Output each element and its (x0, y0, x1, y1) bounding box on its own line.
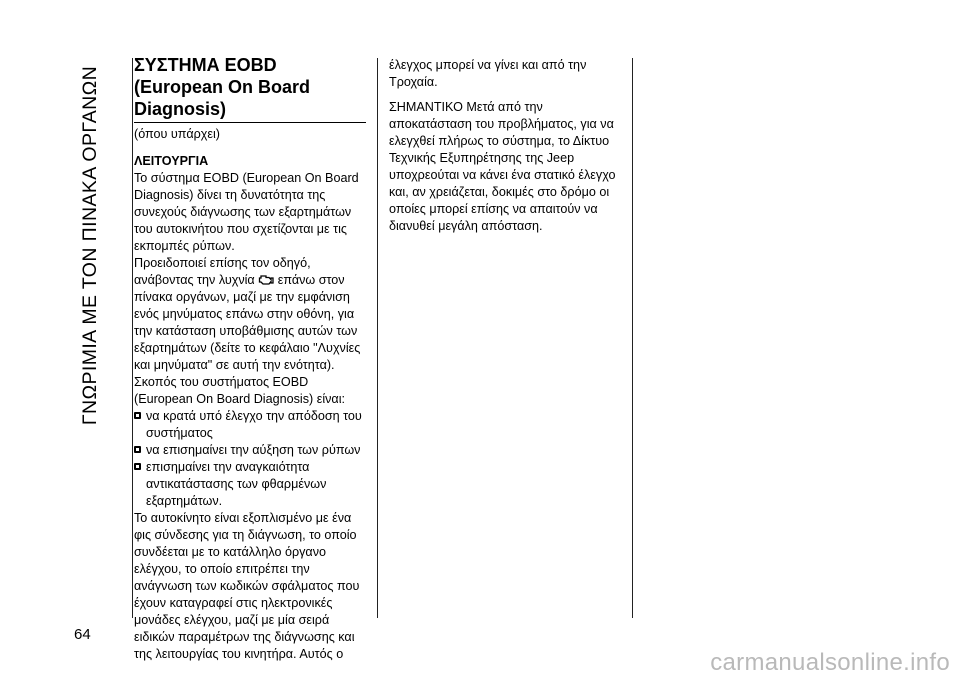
bullet-item (134, 459, 366, 510)
paragraph: Το σύστημα EOBD (European On Board Diagnosis) δίνει τη δυνατότητα της συνεχούς διάγνωσης των εξαρτημάτων του αυτοκινήτου που σχετίζονται με τις εκπομπές ρύπων. (134, 171, 359, 253)
chapter-side-title (66, 40, 116, 450)
important-note: ΣΗΜΑΝΤΙΚΟ Μετά από την αποκατάσταση του προβλήματος, για να ελεγχθεί πλήρως το σύστημα, το Δίκτυο Τεχνικής Εξυπηρέτησης της Jeep υποχρεούται να κάνει ένα στατικό έλεγχο και, αν χρειάζεται, δοκιμές στο δρόμο οι οποίες μπορεί επίσης να απαιτούν να διανυθεί μεγάλη απόσταση. (389, 100, 616, 233)
column-divider-left (132, 58, 133, 618)
bullet-text: να επισημαίνει την αύξηση των ρύπων (146, 443, 361, 457)
paragraph-text: Προειδοποιεί επίσης τον οδηγό, ανάβοντας την λυχνία (134, 256, 311, 287)
paragraph: Σκοπός του συστήματος EOBD (European On Board Diagnosis) είναι: (134, 375, 345, 406)
chapter-side-title-text: ΓΝΩΡΙΜΙΑ ΜΕ ΤΟΝ ΠΙΝΑΚΑ ΟΡΓΑΝΩΝ (79, 65, 102, 425)
paragraph: έλεγχος μπορεί να γίνει και από την Τροχαία. (389, 58, 587, 89)
page-number: 64 (74, 626, 91, 643)
watermark: carmanualsonline.info (710, 649, 950, 676)
bullet-text: επισημαίνει την αναγκαιότητα αντικατάστασης των φθαρμένων εξαρτημάτων. (146, 460, 327, 508)
bullet-text: να κρατά υπό έλεγχο την απόδοση του συστήματος (146, 409, 362, 440)
section-subtitle: (όπου υπάρχει) (134, 127, 220, 141)
bullet-item (134, 442, 366, 459)
paragraph-with-icon (134, 255, 366, 374)
paragraph-text: επάνω στον πίνακα οργάνων, μαζί με την εμφάνιση ενός μηνύματος επάνω στην οθόνη, για την κατάσταση υποβάθμισης αυτών των εξαρτημάτων (δείτε το κεφάλαιο "Λυχνίες και μηνύματα" σε αυτή την ενότητα). (134, 273, 361, 372)
column-divider-right (632, 58, 633, 618)
engine-check-icon (258, 274, 274, 286)
square-bullet-icon (134, 446, 141, 453)
bullet-item (134, 408, 366, 442)
square-bullet-icon (134, 412, 141, 419)
column-divider-middle (377, 58, 378, 618)
square-bullet-icon (134, 463, 141, 470)
section-heading: ΣΥΣΤΗΜΑ EOBD (European On Board Diagnosis) (134, 54, 366, 123)
subsection-label: ΛΕΙΤΟΥΡΓΙΑ (134, 154, 209, 168)
paragraph: Το αυτοκίνητο είναι εξοπλισμένο με ένα φις σύνδεσης για τη διάγνωση, το οποίο συνδέεται με το κατάλληλο όργανο ελέγχου, το οποίο επιτρέπει την ανάγνωση των κωδικών σφάλματος που έχουν καταγραφεί στις ηλεκτρονικές μονάδες ελέγχου, μαζί με μία σειρά ειδικών παραμέτρων της διάγνωσης και της λειτουργίας του κινητήρα. Αυτός ο (134, 511, 360, 661)
text-column-2 (389, 57, 627, 235)
text-column-1 (134, 54, 366, 663)
